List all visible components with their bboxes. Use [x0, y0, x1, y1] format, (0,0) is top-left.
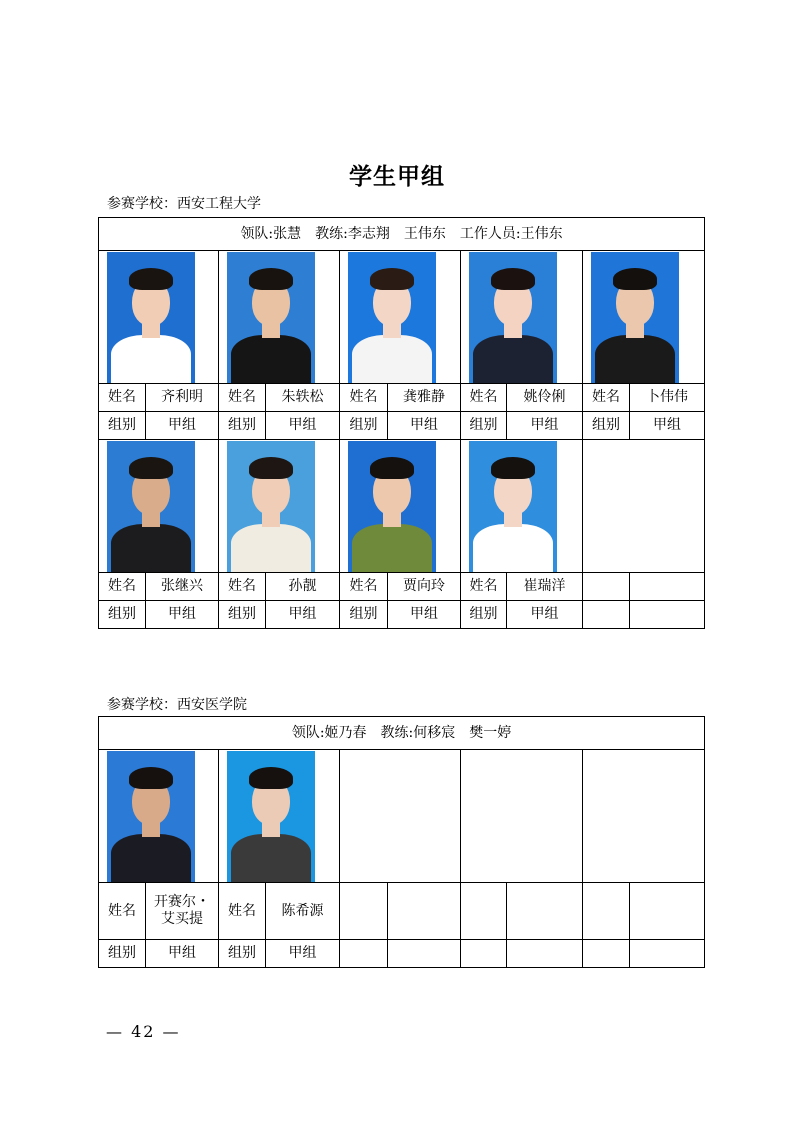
member-name: 朱轶松 [266, 384, 340, 412]
empty-cell [583, 601, 630, 629]
group-label: 组别 [219, 412, 266, 440]
member-group: 甲组 [266, 412, 340, 440]
photo-hair [249, 767, 293, 789]
photo-cell [99, 440, 219, 573]
name-label: 姓名 [583, 384, 630, 412]
photo-body [111, 335, 191, 383]
group-label: 组别 [99, 601, 146, 629]
member-name: 卜伟伟 [630, 384, 705, 412]
name-label: 姓名 [219, 384, 266, 412]
photo-cell [583, 251, 705, 384]
empty-cell [340, 883, 388, 940]
photo-cell [340, 440, 461, 573]
member-photo [227, 751, 315, 882]
member-name: 姚伶俐 [507, 384, 583, 412]
photo-hair [370, 457, 414, 479]
group-label: 组别 [219, 940, 266, 968]
member-name: 崔瑞洋 [507, 573, 583, 601]
member-name: 孙靓 [266, 573, 340, 601]
photo-hair [129, 767, 173, 789]
group-label: 组别 [99, 940, 146, 968]
school-label-2: 参赛学校：西安医学院 [107, 697, 247, 713]
member-photo [107, 441, 195, 572]
group-label: 组别 [99, 412, 146, 440]
empty-cell [507, 940, 583, 968]
staff-info: 领队:张慧 教练:李志翔 王伟东 工作人员:王伟东 [99, 218, 705, 251]
member-photo [227, 252, 315, 383]
name-label: 姓名 [219, 883, 266, 940]
photo-cell [583, 440, 705, 573]
member-group: 甲组 [266, 601, 340, 629]
member-photo [348, 441, 436, 572]
member-photo [469, 441, 557, 572]
name-label: 姓名 [99, 384, 146, 412]
photo-hair [370, 268, 414, 290]
name-label: 姓名 [340, 573, 388, 601]
photo-body [352, 524, 432, 572]
empty-cell [630, 883, 705, 940]
photo-cell [219, 440, 340, 573]
page-title: 学生甲组 [349, 163, 445, 190]
group-label: 组别 [219, 601, 266, 629]
empty-cell [507, 883, 583, 940]
photo-cell [583, 750, 705, 883]
empty-cell [583, 573, 630, 601]
member-photo [469, 252, 557, 383]
photo-cell [461, 440, 583, 573]
group-label: 组别 [340, 412, 388, 440]
member-group: 甲组 [507, 601, 583, 629]
photo-body [352, 335, 432, 383]
team-table-2 [98, 716, 705, 968]
photo-hair [491, 457, 535, 479]
photo-body [231, 524, 311, 572]
photo-cell [340, 750, 461, 883]
group-label: 组别 [461, 412, 507, 440]
photo-cell [99, 750, 219, 883]
photo-body [595, 335, 675, 383]
school-label-1: 参赛学校：西安工程大学 [107, 196, 261, 212]
photo-hair [129, 457, 173, 479]
member-name: 张继兴 [146, 573, 219, 601]
team-table-1 [98, 217, 705, 629]
member-group: 甲组 [146, 940, 219, 968]
member-name: 贾向玲 [388, 573, 461, 601]
member-name: 齐利明 [146, 384, 219, 412]
empty-cell [388, 940, 461, 968]
name-label: 姓名 [461, 573, 507, 601]
name-label: 姓名 [219, 573, 266, 601]
group-label: 组别 [461, 601, 507, 629]
photo-body [111, 834, 191, 882]
member-photo [348, 252, 436, 383]
empty-cell [388, 883, 461, 940]
photo-body [473, 524, 553, 572]
page-number: — 42 — [106, 1022, 181, 1041]
empty-cell [630, 940, 705, 968]
group-label: 组别 [583, 412, 630, 440]
photo-body [231, 834, 311, 882]
empty-cell [340, 940, 388, 968]
member-group: 甲组 [507, 412, 583, 440]
member-name: 龚雅静 [388, 384, 461, 412]
empty-cell [630, 573, 705, 601]
empty-cell [583, 883, 630, 940]
photo-cell [219, 251, 340, 384]
photo-body [473, 335, 553, 383]
member-name: 陈希源 [266, 883, 340, 940]
name-label: 姓名 [340, 384, 388, 412]
member-group: 甲组 [388, 412, 461, 440]
empty-cell [461, 940, 507, 968]
member-group: 甲组 [630, 412, 705, 440]
photo-cell [219, 750, 340, 883]
member-photo [227, 441, 315, 572]
name-label: 姓名 [461, 384, 507, 412]
empty-cell [461, 883, 507, 940]
photo-hair [491, 268, 535, 290]
group-label: 组别 [340, 601, 388, 629]
photo-body [111, 524, 191, 572]
photo-cell [99, 251, 219, 384]
photo-cell [461, 251, 583, 384]
photo-cell [340, 251, 461, 384]
empty-cell [583, 940, 630, 968]
member-photo [591, 252, 679, 383]
photo-hair [249, 268, 293, 290]
member-group: 甲组 [266, 940, 340, 968]
name-label: 姓名 [99, 573, 146, 601]
member-name: 开赛尔・艾买提 [146, 883, 219, 940]
photo-hair [613, 268, 657, 290]
photo-hair [249, 457, 293, 479]
staff-info: 领队:姬乃春 教练:何移宸 樊一婷 [99, 717, 705, 750]
member-photo [107, 252, 195, 383]
member-photo [107, 751, 195, 882]
name-label: 姓名 [99, 883, 146, 940]
photo-body [231, 335, 311, 383]
photo-cell [461, 750, 583, 883]
empty-cell [630, 601, 705, 629]
member-group: 甲组 [146, 412, 219, 440]
member-group: 甲组 [388, 601, 461, 629]
photo-hair [129, 268, 173, 290]
member-group: 甲组 [146, 601, 219, 629]
